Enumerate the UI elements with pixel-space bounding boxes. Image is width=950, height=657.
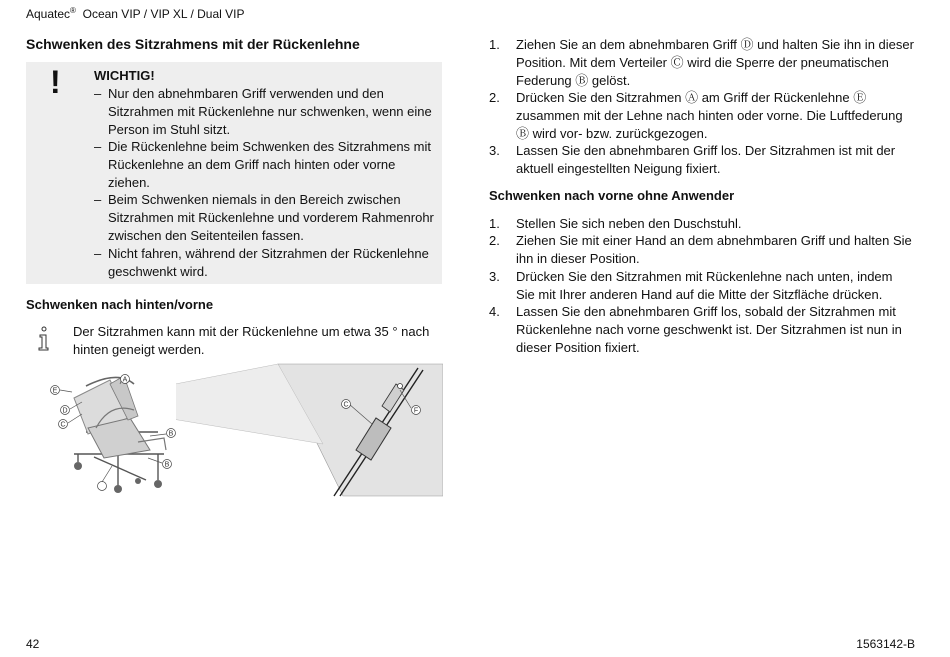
step-text: Ziehen Sie mit einer Hand an dem abnehmbaren Griff und halten Sie ihn in dieser Position.	[516, 233, 912, 266]
step-number: 3.	[489, 269, 500, 284]
step-text: Ziehen Sie an dem abnehmbaren Griff Ⓓ und halten Sie ihn in dieser Position. Mit dem Verteiler Ⓒ wird die Sperre der pneumatischen Federung Ⓑ gelöst.	[516, 37, 914, 88]
registered-mark: ®	[70, 6, 76, 15]
step-number: 4.	[489, 304, 500, 319]
warning-item: – Beim Schwenken niemals in den Bereich zwischen Sitzrahmen mit Rückenlehne und vorderem Rahmenrohr zwischen den Seitenteilen fassen.	[94, 191, 439, 244]
warning-item: – Die Rückenlehne beim Schwenken des Sitzrahmens mit Rückenlehne an dem Griff nach hinten oder vorne ziehen.	[94, 138, 439, 191]
warning-item: – Nicht fahren, während der Sitzrahmen der Rückenlehne geschwenkt wird.	[94, 245, 439, 281]
label-c: C	[60, 421, 66, 429]
info-icon	[36, 326, 50, 352]
brand-name: Aquatec	[26, 7, 71, 21]
warning-icon: !	[50, 64, 61, 100]
warning-item-text: Nicht fahren, während der Sitzrahmen der Rückenlehne geschwenkt wird.	[108, 246, 429, 279]
model-list: Ocean VIP / VIP XL / Dual VIP	[75, 7, 245, 21]
step-item	[489, 232, 914, 268]
warning-title: WICHTIG!	[94, 68, 155, 83]
step-item	[489, 142, 914, 178]
label-e: E	[52, 387, 58, 395]
document-id: 1563142-B	[856, 637, 915, 651]
step-number: 1.	[489, 216, 500, 231]
label-a: A	[122, 376, 128, 384]
step-number: 2.	[489, 233, 500, 248]
step-text: Lassen Sie den abnehmbaren Griff los, sobald der Sitzrahmen mit Rückenlehne nach vorne geschwenkt ist. Der Sitzrahmen ist nun in dieser Position fixiert.	[516, 304, 902, 355]
step-item	[489, 89, 914, 142]
chair-tilt-figure	[26, 362, 443, 498]
subsection-heading: Schwenken nach hinten/vorne	[26, 297, 214, 312]
label-d: D	[62, 407, 68, 415]
step-text: Drücken Sie den Sitzrahmen Ⓐ am Griff der Rückenlehne Ⓔ zusammen mit der Lehne nach hinten oder vorne. Die Luftfederung Ⓑ wird vor- bzw. zurückgezogen.	[516, 90, 903, 141]
subsection-heading-forward: Schwenken nach vorne ohne Anwender	[489, 188, 735, 203]
step-number: 3.	[489, 143, 500, 158]
step-number: 2.	[489, 90, 500, 105]
step-text: Stellen Sie sich neben den Duschstuhl.	[516, 216, 742, 231]
warning-item-text: Beim Schwenken niemals in den Bereich zwischen Sitzrahmen mit Rückenlehne und vorderem Rahmenrohr zwischen den Seitenteilen fassen.	[108, 192, 434, 243]
label-b: B	[168, 430, 174, 438]
step-number: 1.	[489, 37, 500, 52]
label-c-detail: C	[343, 401, 349, 409]
info-text: Der Sitzrahmen kann mit der Rückenlehne um etwa 35 ° nach hinten geneigt werden.	[73, 324, 430, 357]
step-item	[489, 303, 914, 356]
step-text: Lassen Sie den abnehmbaren Griff los. Der Sitzrahmen ist mit der aktuell eingestellten Neigung fixiert.	[516, 143, 896, 176]
warning-item-text: Die Rückenlehne beim Schwenken des Sitzrahmens mit Rückenlehne an dem Griff nach hinten oder vorne ziehen.	[108, 139, 431, 190]
section-heading: Schwenken des Sitzrahmens mit der Rückenlehne	[26, 36, 360, 52]
running-header	[26, 6, 245, 21]
label-f: F	[413, 407, 419, 415]
label-b-lower: B	[164, 461, 170, 469]
step-item	[489, 268, 914, 304]
step-item	[489, 215, 914, 233]
page-number: 42	[26, 637, 40, 651]
step-item	[489, 36, 914, 89]
step-text: Drücken Sie den Sitzrahmen mit Rückenlehne nach unten, indem Sie mit Ihrer anderen Hand auf die Mitte der Sitzfläche drücken.	[516, 269, 893, 302]
warning-item-text: Nur den abnehmbaren Griff verwenden und den Sitzrahmen mit Rückenlehne nur schwenken, wenn eine Person im Stuhl sitzt.	[108, 86, 432, 137]
warning-item: – Nur den abnehmbaren Griff verwenden und den Sitzrahmen mit Rückenlehne nur schwenken, wenn eine Person im Stuhl sitzt.	[94, 85, 439, 138]
